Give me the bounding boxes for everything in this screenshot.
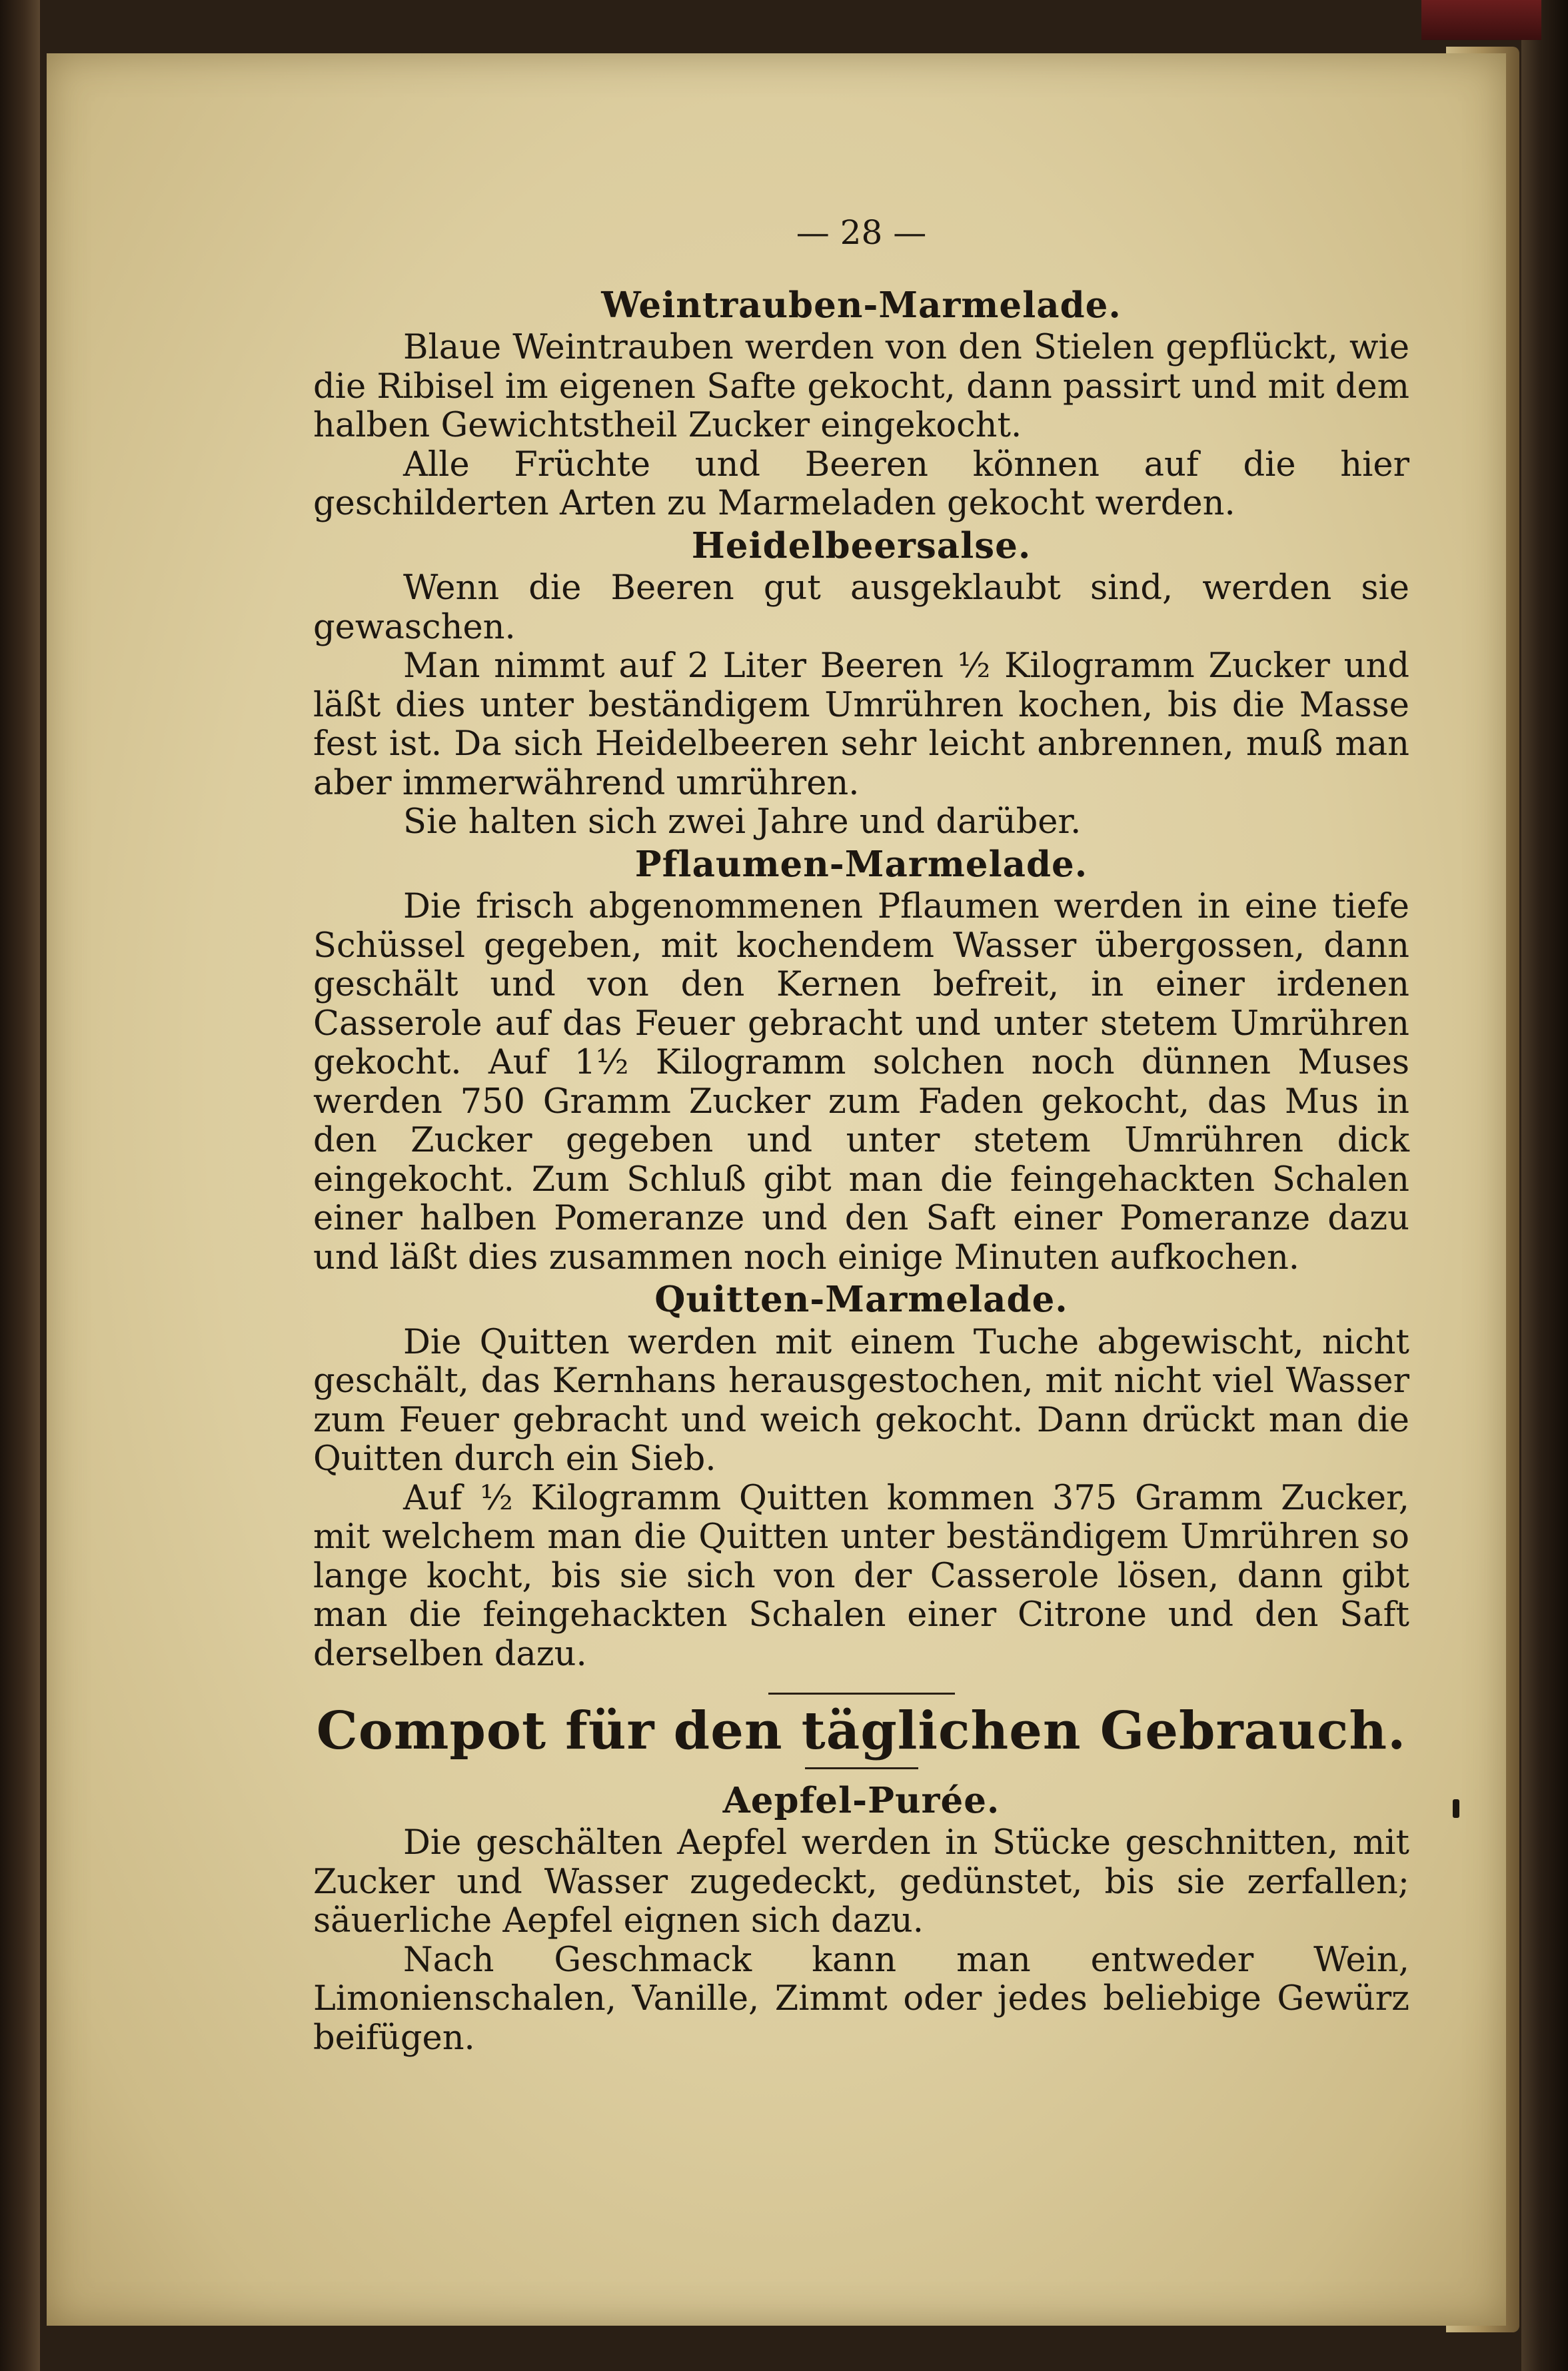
paragraph: Sie halten sich zwei Jahre und darüber. [403,802,1082,842]
section-heading-aepfel: Aepfel-Purée. [722,1779,1000,1821]
book-cover-edge [1521,0,1568,2371]
section-heading-quitten: Quitten-Marmelade. [654,1279,1068,1320]
paragraph: Die frisch abgenommenen Pflaumen werden in eine tiefe Schüssel gegeben, mit kochendem Wasser übergossen, dann geschält und von den Kernen befreit, in einer irdenen Casserole auf das Feuer gebracht und unter stetem Umrühren gekocht. Auf 1½ Kilogramm solchen noch dünnen Muses werden 750 Gramm Zucker zum Faden gekocht, das Mus in den Zucker gegeben und unter stetem Umrühren dick eingekocht. Zum Schluß gibt man die feingehackten Schalen einer halben Pomeranze und den Saft einer Pomeranze dazu und läßt dies zusammen noch einige Minuten aufkochen. [313,887,1409,1277]
paragraph: Blaue Weintrauben werden von den Stielen gepflückt, wie die Ribisel im eigenen Safte gekocht, dann passirt und mit dem halben Gewichtstheil Zucker eingekocht. [313,328,1409,445]
section-heading-weintrauben: Weintrauben-Marmelade. [601,284,1122,326]
page-number: — 28 — [796,213,927,252]
paragraph: Auf ½ Kilogramm Quitten kommen 375 Gramm Zucker, mit welchem man die Quitten unter beständigem Umrühren so lange kocht, bis sie sich von der Casserole lösen, dann gibt man die feingehackten Schalen einer Citrone und den Saft derselben dazu. [313,1478,1409,1674]
book-spine [0,0,40,2371]
paragraph: Die geschälten Aepfel werden in Stücke geschnitten, mit Zucker und Wasser zugedeckt, gedünstet, bis sie zerfallen; säuerliche Aepfel eignen sich dazu. [313,1823,1409,1941]
paragraph: Die Quitten werden mit einem Tuche abgewischt, nicht geschält, das Kernhans herausgestochen, mit nicht viel Wasser zum Feuer gebracht und weich gekocht. Dann drückt man die Quitten durch ein Sieb. [313,1322,1409,1479]
chapter-heading: Compot für den täglichen Gebrauch. [316,1701,1407,1761]
paragraph: Wenn die Beeren gut ausgeklaubt sind, werden sie gewaschen. [313,568,1409,647]
section-heading-heidelbeer: Heidelbeersalse. [691,524,1032,566]
cover-corner [1421,0,1541,40]
divider-rule [768,1693,955,1695]
page-content [313,213,1409,2058]
paragraph: Man nimmt auf 2 Liter Beeren ½ Kilogramm Zucker und läßt dies unter beständigem Umrühren kochen, bis die Masse fest ist. Da sich Heidelbeeren sehr leicht anbrennen, muß man aber immerwährend umrühren. [313,646,1409,803]
section-heading-pflaumen: Pflaumen-Marmelade. [634,843,1088,885]
paragraph: Alle Früchte und Beeren können auf die hier geschilderten Arten zu Marmeladen gekocht werden. [313,444,1409,523]
divider-rule-short [805,1767,918,1769]
paragraph: Nach Geschmack kann man entweder Wein, Limonienschalen, Vanille, Zimmt oder jedes beliebige Gewürz beifügen. [313,1940,1409,2058]
margin-ink-mark [1453,1799,1459,1818]
